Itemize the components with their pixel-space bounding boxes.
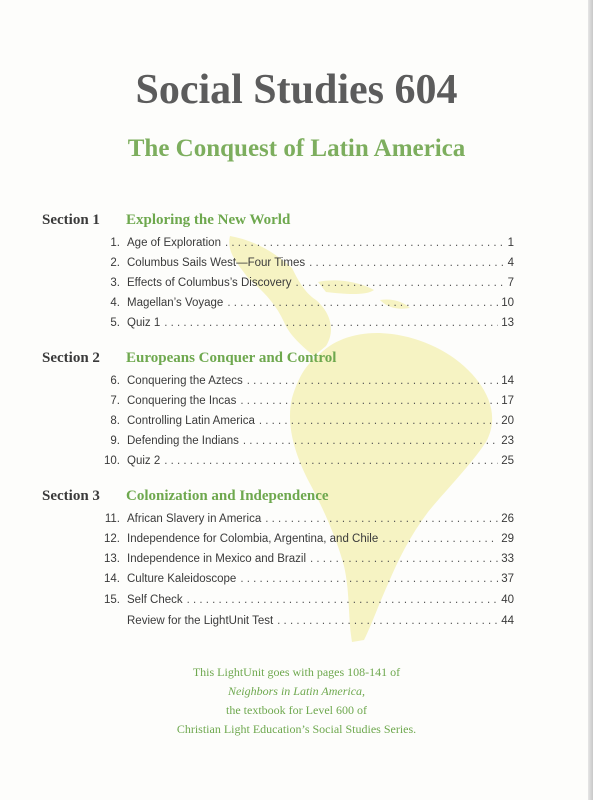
note-line-3: the textbook for Level 600 of [226, 703, 367, 717]
toc-entry-title: Defending the Indians [127, 435, 239, 447]
toc-entry[interactable] [96, 451, 514, 467]
leader-dots [164, 317, 498, 329]
leader-dots [240, 573, 498, 585]
toc-entry-page: 10 [501, 297, 514, 309]
toc-entry[interactable] [96, 590, 514, 606]
toc-entry-page: 37 [501, 573, 514, 585]
toc-entry-page: 17 [501, 395, 514, 407]
leader-dots [259, 415, 498, 427]
leader-dots [164, 455, 498, 467]
toc-entry-title: Self Check [127, 594, 183, 606]
toc-entry-title: Columbus Sails West—Four Times [127, 257, 306, 269]
toc-entry-page: 7 [507, 277, 514, 289]
leader-dots [382, 533, 498, 545]
toc-entry-number: 13. [104, 553, 120, 565]
toc-entry-number: 7. [110, 395, 120, 407]
toc-entry-title: Quiz 1 [127, 317, 161, 329]
toc-entry[interactable] [96, 431, 514, 447]
toc-entry-page: 25 [501, 455, 514, 467]
toc-entry-page: 33 [501, 553, 514, 565]
toc-entry-page: 26 [501, 513, 514, 525]
leader-dots [265, 513, 498, 525]
toc-entry-number: 5. [110, 317, 120, 329]
toc-entry-title: Independence in Mexico and Brazil [127, 553, 307, 565]
toc-entry-title: Magellan’s Voyage [127, 297, 224, 309]
toc-entry-number: 10. [104, 455, 120, 467]
toc-entry-page: 13 [501, 317, 514, 329]
toc-entry-number: 9. [110, 435, 120, 447]
toc-entry-number: 3. [110, 277, 120, 289]
note-line-1: This LightUnit goes with pages 108-141 of [192, 665, 401, 679]
note-book-title: Neighbors in Latin America, [227, 684, 366, 698]
toc-entry-number: 12. [104, 533, 120, 545]
toc-entry[interactable] [96, 411, 514, 427]
leader-dots [225, 237, 505, 249]
toc-entry-title: Review for the LightUnit Test [127, 615, 274, 627]
toc-entry[interactable] [96, 293, 514, 309]
toc-entry[interactable] [96, 391, 514, 407]
leader-dots [295, 277, 504, 289]
toc-entry[interactable] [96, 529, 514, 545]
toc-entry[interactable] [96, 253, 514, 269]
page-subtitle: The Conquest of Latin America [127, 135, 466, 162]
toc-entry[interactable] [96, 611, 514, 627]
toc-entry-page: 44 [501, 615, 514, 627]
leader-dots [227, 297, 498, 309]
toc-entry[interactable] [96, 549, 514, 565]
toc-entry-number: 4. [110, 297, 120, 309]
toc-entry-title: Conquering the Incas [127, 395, 237, 407]
toc-entry[interactable] [96, 273, 514, 289]
toc-entry[interactable] [96, 313, 514, 329]
toc-entry-page: 23 [501, 435, 514, 447]
page-title: Social Studies 604 [135, 67, 458, 113]
leader-dots [243, 435, 498, 447]
toc-entry[interactable] [96, 233, 514, 249]
toc-entry-number: 11. [104, 513, 120, 525]
toc-entry-number: 8. [110, 415, 120, 427]
toc-entry[interactable] [96, 569, 514, 585]
toc-entry-number: 1. [110, 237, 120, 249]
toc-entry-page: 1 [507, 237, 514, 249]
toc-entry-title: Culture Kaleidoscope [127, 573, 237, 585]
section-2-label: Section 2 [42, 350, 100, 366]
toc-entry-title: Effects of Columbus’s Discovery [127, 277, 292, 289]
toc-entry-number: 14. [104, 573, 120, 585]
toc-entry-title: Conquering the Aztecs [127, 375, 243, 387]
toc-entry-title: Quiz 2 [127, 455, 161, 467]
leader-dots [309, 257, 505, 269]
toc-entry-title: Age of Exploration [127, 237, 221, 249]
toc-entry-number: 6. [110, 375, 120, 387]
toc-entry[interactable] [96, 371, 514, 387]
toc-entry-page: 20 [501, 415, 514, 427]
toc-entry-page: 29 [501, 533, 514, 545]
leader-dots [187, 594, 499, 606]
toc-entry-page: 4 [507, 257, 514, 269]
section-1-title: Exploring the New World [126, 212, 291, 228]
toc-entry-number: 15. [104, 594, 120, 606]
toc-entry-page: 14 [501, 375, 514, 387]
section-3-label: Section 3 [42, 488, 100, 504]
leader-dots [310, 553, 498, 565]
leader-dots [247, 375, 498, 387]
section-3-title: Colonization and Independence [126, 488, 329, 504]
toc-entry-title: African Slavery in America [127, 513, 262, 525]
note-line-4: Christian Light Education’s Social Studies Series. [176, 722, 417, 736]
toc-entry-title: Independence for Colombia, Argentina, and Chile [127, 533, 379, 545]
leader-dots [240, 395, 498, 407]
toc-entry-title: Controlling Latin America [127, 415, 255, 427]
section-2-title: Europeans Conquer and Control [126, 350, 337, 366]
section-1-label: Section 1 [42, 212, 100, 228]
toc-entry[interactable] [96, 509, 514, 525]
leader-dots [277, 615, 498, 627]
toc-entry-number: 2. [110, 257, 120, 269]
textbook-note [0, 663, 593, 739]
toc-entry-page: 40 [501, 594, 514, 606]
